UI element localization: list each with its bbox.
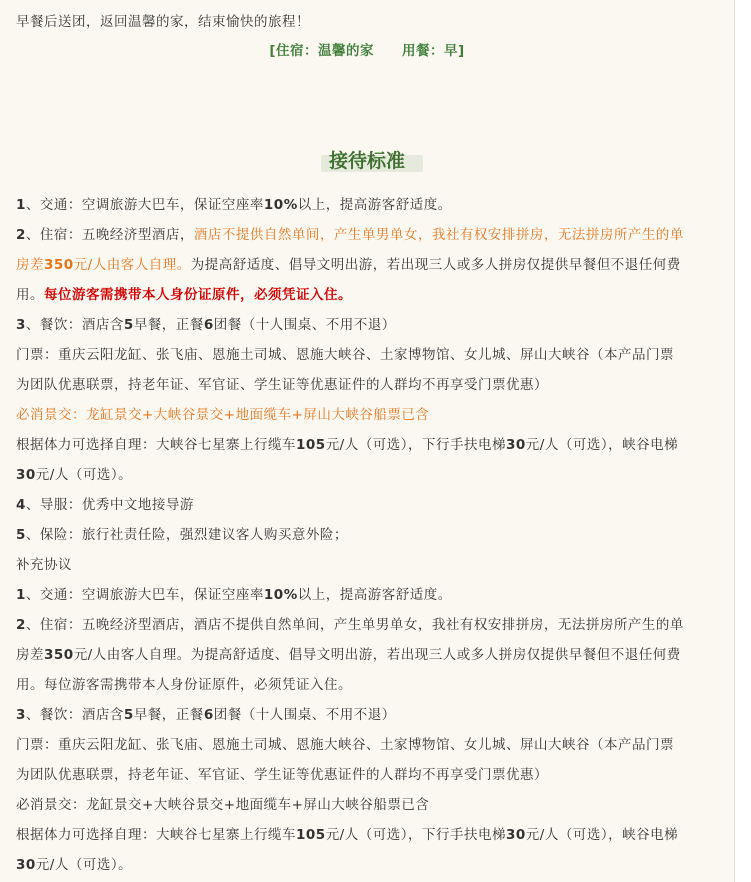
- section-title-text: 接待标准: [319, 143, 415, 179]
- standard-guide: 4、导服：优秀中文地接导游: [16, 497, 194, 513]
- standard-optional-line-1: 根据体力可选择自理：大峡谷七星寨上行缆车105元/人（可选），下行手扶电梯30元/人（可选），峡谷电梯: [16, 437, 679, 453]
- supplement-tickets-line-1: 门票：重庆云阳龙缸、张飞庙、恩施土司城、恩施大峡谷、土家博物馆、女儿城、屏山大峡谷（本产品门票: [16, 737, 674, 753]
- standard-traffic: 1、交通：空调旅游大巴车，保证空座率10%以上，提高游客舒适度。: [16, 197, 452, 213]
- meals-label: 用餐：早]: [402, 43, 465, 59]
- standard-meals: 3、餐饮：酒店含5早餐，正餐6团餐（十人围桌、不用不退）: [16, 317, 396, 333]
- standard-lodging-line-2: 房差350元/人由客人自理。为提高舒适度、倡导文明出游，若出现三人或多人拼房仅提供早餐但不退任何费: [16, 257, 681, 273]
- supplement-meals: 3、餐饮：酒店含5早餐，正餐6团餐（十人围桌、不用不退）: [16, 707, 396, 723]
- standard-tickets-line-2: 为团队优惠联票，持老年证、军官证、学生证等优惠证件的人群均不再享受门票优惠）: [16, 377, 548, 393]
- intro-line: 早餐后送团，返回温馨的家，结束愉快的旅程！: [16, 14, 310, 30]
- supplement-heading: 补充协议: [16, 557, 72, 573]
- standard-tickets-line-1: 门票：重庆云阳龙缸、张飞庙、恩施土司城、恩施大峡谷、土家博物馆、女儿城、屏山大峡谷（本产品门票: [16, 347, 674, 363]
- supplement-optional-line-1: 根据体力可选择自理：大峡谷七星寨上行缆车105元/人（可选），下行手扶电梯30元/人（可选），峡谷电梯: [16, 827, 679, 843]
- standard-lodging-line-1: 2、住宿：五晚经济型酒店，酒店不提供自然单间，产生单男单女，我社有权安排拼房，无法拼房所产生的单: [16, 227, 684, 243]
- supplement-traffic: 1、交通：空调旅游大巴车，保证空座率10%以上，提高游客舒适度。: [16, 587, 452, 603]
- standard-insurance: 5、保险：旅行社责任险，强烈建议客人购买意外险；: [16, 527, 348, 543]
- supplement-lodging-line-1: 2、住宿：五晚经济型酒店，酒店不提供自然单间，产生单男单女，我社有权安排拼房，无法拼房所产生的单: [16, 617, 684, 633]
- lodging-meals-note: [0, 37, 734, 65]
- supplement-optional-line-2: 30元/人（可选）。: [16, 857, 133, 873]
- supplement-must-see: 必消景交：龙缸景交+大峡谷景交+地面缆车+屏山大峡谷船票已含: [16, 797, 430, 813]
- standard-must-see: 必消景交：龙缸景交+大峡谷景交+地面缆车+屏山大峡谷船票已含: [16, 407, 430, 423]
- supplement-tickets-line-2: 为团队优惠联票，持老年证、军官证、学生证等优惠证件的人群均不再享受门票优惠）: [16, 767, 548, 783]
- standard-lodging-line-3: 用。每位游客需携带本人身份证原件，必须凭证入住。: [16, 287, 352, 303]
- supplement-lodging-line-2: 房差350元/人由客人自理。为提高舒适度、倡导文明出游，若出现三人或多人拼房仅提供早餐但不退任何费: [16, 647, 681, 663]
- supplement-lodging-line-3: 用。每位游客需携带本人身份证原件，必须凭证入住。: [16, 677, 352, 693]
- standard-optional-line-2: 30元/人（可选）。: [16, 467, 133, 483]
- section-title: [0, 143, 734, 179]
- lodging-label: [住宿：温馨的家: [269, 43, 374, 59]
